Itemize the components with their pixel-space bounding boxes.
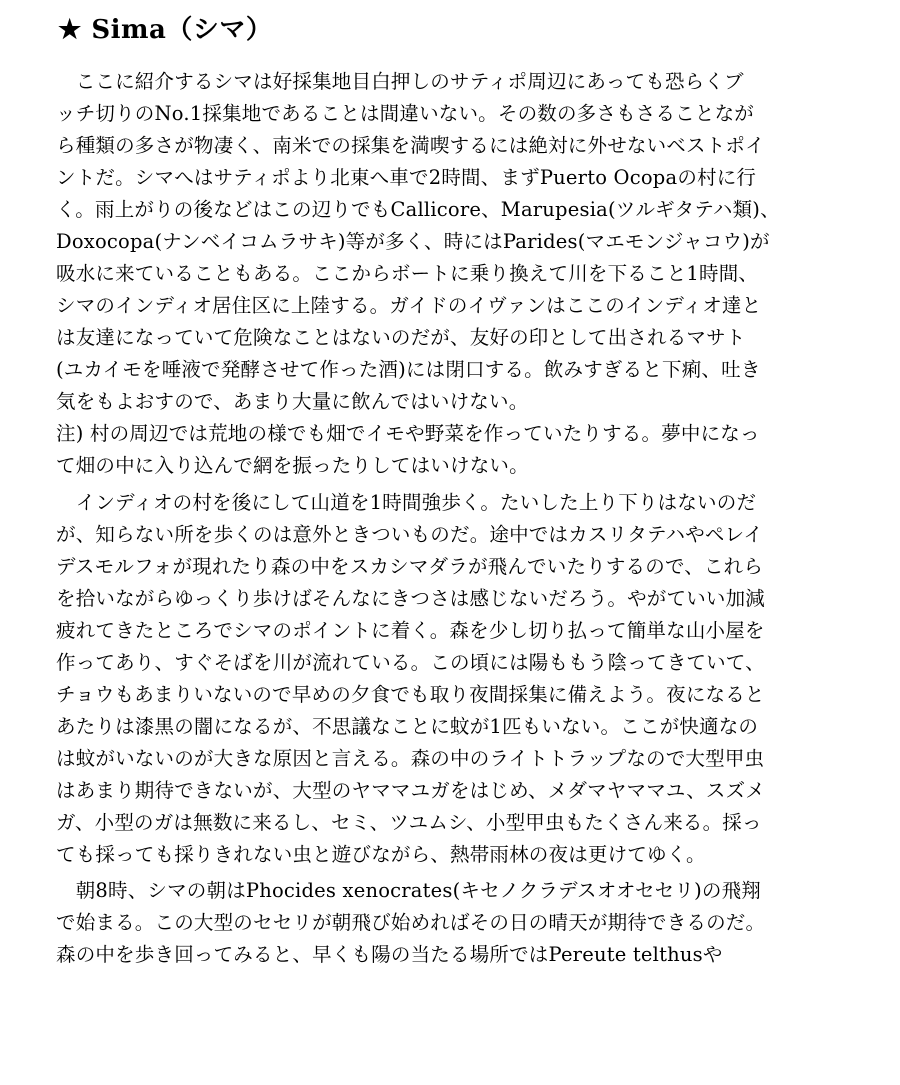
body-line: ら種類の多さが物凄く、南米での採集を満喫するには絶対に外せないベストポイ	[56, 134, 765, 157]
note-line: て畑の中に入り込んで網を振ったりしてはいけない。	[56, 454, 529, 477]
body-line: (ユカイモを唾液で発酵させて作った酒)には閉口する。飲みすぎると下痢、吐き	[56, 358, 761, 381]
body-line: ても採っても採りきれない虫と遊びながら、熱帯雨林の夜は更けてゆく。	[56, 843, 706, 866]
body-line: ッチ切りのNo.1採集地であることは間違いない。その数の多さもさることなが	[56, 102, 754, 125]
body-line: 作ってあり、すぐそばを川が流れている。この頃には陽ももう陰ってきていて、	[56, 651, 765, 674]
body-line: チョウもあまりいないので早めの夕食でも取り夜間採集に備えよう。夜になると	[56, 683, 765, 706]
body-line: 森の中を歩き回ってみると、早くも陽の当たる場所ではPereute telthusや	[56, 943, 723, 966]
body-line: デスモルフォが現れたり森の中をスカシマダラが飛んでいたりするので、これら	[56, 555, 764, 578]
body-line: はあまり期待できないが、大型のヤママユガをはじめ、メダマヤママユ、スズメ	[56, 779, 766, 802]
page-title: ★ Sima（シマ）	[58, 15, 273, 45]
body-line: は蚊がいないのが大きな原因と言える。森の中のライトトラップなので大型甲虫	[56, 747, 765, 770]
body-line: 朝8時、シマの朝はPhocides xenocrates(キセノクラデスオオセセリ)の飛翔	[56, 879, 761, 902]
body-line: 疲れてきたところでシマのポイントに着く。森を少し切り払って簡単な山小屋を	[56, 619, 765, 642]
body-line: ガ、小型のガは無数に来るし、セミ、ツユムシ、小型甲虫もたくさん来る。採っ	[56, 811, 762, 834]
note-line: 注) 村の周辺では荒地の様でも畑でイモや野菜を作っていたりする。夢中になっ	[56, 422, 760, 445]
body-line: ここに紹介するシマは好採集地目白押しのサティポ周辺にあっても恐らくブ	[56, 70, 744, 93]
body-line: が、知らない所を歩くのは意外ときついものだ。途中ではカスリタテハやペレイ	[56, 523, 764, 546]
body-line: ントだ。シマへはサティポより北東へ車で2時間、まずPuerto Ocopaの村に行	[56, 166, 757, 189]
body-line: で始まる。この大型のセセリが朝飛び始めればその日の晴天が期待できるのだ。	[56, 911, 766, 934]
body-line: く。雨上がりの後などはこの辺りでもCallicore、Marupesia(ツルギタテハ類)、	[56, 198, 780, 221]
body-line: Doxocopa(ナンベイコムラサキ)等が多く、時にはParides(マエモンジャコウ)が	[56, 230, 770, 253]
body-line: を拾いながらゆっくり歩けばそんなにきつさは感じないだろう。やがていい加減	[56, 587, 766, 610]
body-line: は友達になっていて危険なことはないのだが、友好の印として出されるマサト	[56, 326, 746, 349]
body-line: インディオの村を後にして山道を1時間強歩く。たいした上り下りはないのだ	[56, 491, 757, 514]
body-line: あたりは漆黒の闇になるが、不思議なことに蚊が1匹もいない。ここが快適なの	[56, 715, 759, 738]
body-line: 吸水に来ていることもある。ここからボートに乗り換えて川を下ること1時間、	[56, 262, 759, 285]
body-line: 気をもよおすので、あまり大量に飲んではいけない。	[56, 390, 529, 413]
body-line: シマのインディオ居住区に上陸する。ガイドのイヴァンはここのインディオ達と	[56, 294, 762, 317]
